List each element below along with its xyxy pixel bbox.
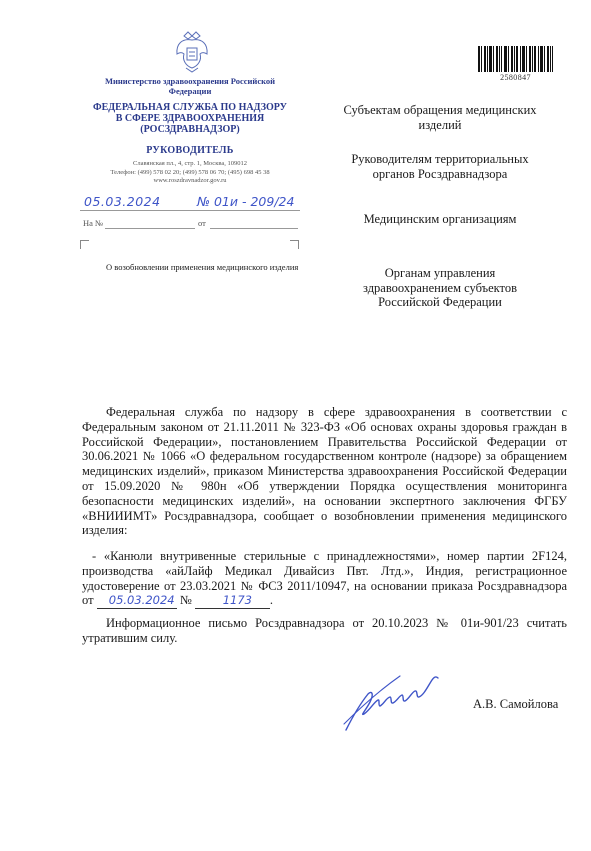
contact-phones: Телефон: (499) 578 02 20; (499) 578 06 70; (495) 698 45 38 <box>110 168 270 176</box>
service-line: В СФЕРЕ ЗДРАВООХРАНЕНИЯ <box>115 113 265 124</box>
barcode-icon <box>478 46 553 72</box>
contacts-block <box>78 160 302 186</box>
barcode-number: 2580847 <box>500 73 531 82</box>
coat-of-arms-icon <box>172 30 212 74</box>
subject-bracket-right <box>290 240 299 249</box>
addressee: Руководителям территориальных органов Росздравнадзора <box>351 152 529 181</box>
order-number-prefix: № <box>179 593 192 608</box>
ministry-name: Министерство здравоохранения Российской Федерации <box>104 76 276 96</box>
body-paragraph: Федеральная служба по надзору в сфере здравоохранения в соответствии с Федеральным законом от 21.11.2011 № 323-ФЗ «Об основах охраны здоровья граждан в Российской Федерации», постановлением Правительства Российской Федерации от 30.06.2021 № 1066 «О федеральном государственном контроле (надзоре) за обращением медицинских изделий», приказом Министерства здравоохранения Российской Федерации от 15.09.2020 № 980н «Об утверждении Порядка осуществления мониторинга безопасности медицинских изделий», на основании экспертного заключения ФГБУ «ВНИИИМТ» Росздравнадзора, сообщает о возобновлении применения медицинского изделия: <box>82 405 567 538</box>
subject-bracket-left <box>80 240 89 249</box>
addressee: Медицинским организациям <box>363 212 517 226</box>
head-title: РУКОВОДИТЕЛЬ <box>146 145 234 156</box>
reference-date-line <box>210 228 298 229</box>
signatory-name: А.В. Самойлова <box>473 697 559 711</box>
signature-icon <box>340 668 445 738</box>
order-suffix: . <box>269 593 273 608</box>
reference-date-label: от <box>198 218 206 228</box>
contact-address: Славянская пл., 4, стр. 1, Москва, 109012 <box>133 160 247 167</box>
device-info-text: - «Канюли внутривенные стерильные с принадлежностями», номер партии 2F124, производства «айЛайф Медикал Дивайсиз Пвт. Лтд.», Индия, регистрационное удостоверение от 23.03.2021 № ФСЗ 2011/10947, на основании приказа Росздравнадзора от <box>82 549 567 608</box>
order-number: 1173 <box>195 593 270 609</box>
registration-number: № 01и - 209/24 <box>197 194 295 209</box>
body-paragraph <box>82 549 567 609</box>
body-paragraph: Информационное письмо Росздравнадзора от 20.10.2023 № 01и-901/23 считать утратившим силу. <box>82 616 567 645</box>
order-date: 05.03.2024 <box>97 593 177 609</box>
contact-website: www.roszdravnadzor.gov.ru <box>153 177 227 184</box>
addressee: Субъектам обращения медицинских изделий <box>343 103 537 132</box>
registration-date: 05.03.2024 <box>84 194 161 209</box>
service-name <box>75 102 305 135</box>
registration-line <box>80 210 300 211</box>
service-line: (РОСЗДРАВНАДЗОР) <box>140 124 240 135</box>
reference-number-line <box>105 228 195 229</box>
service-line: ФЕДЕРАЛЬНАЯ СЛУЖБА ПО НАДЗОРУ <box>93 102 287 113</box>
letter-subject: О возобновлении применения медицинского изделия <box>106 262 299 272</box>
addressee: Органам управления здравоохранением субъектов Российской Федерации <box>362 266 517 309</box>
reference-number-label: На № <box>83 218 104 228</box>
